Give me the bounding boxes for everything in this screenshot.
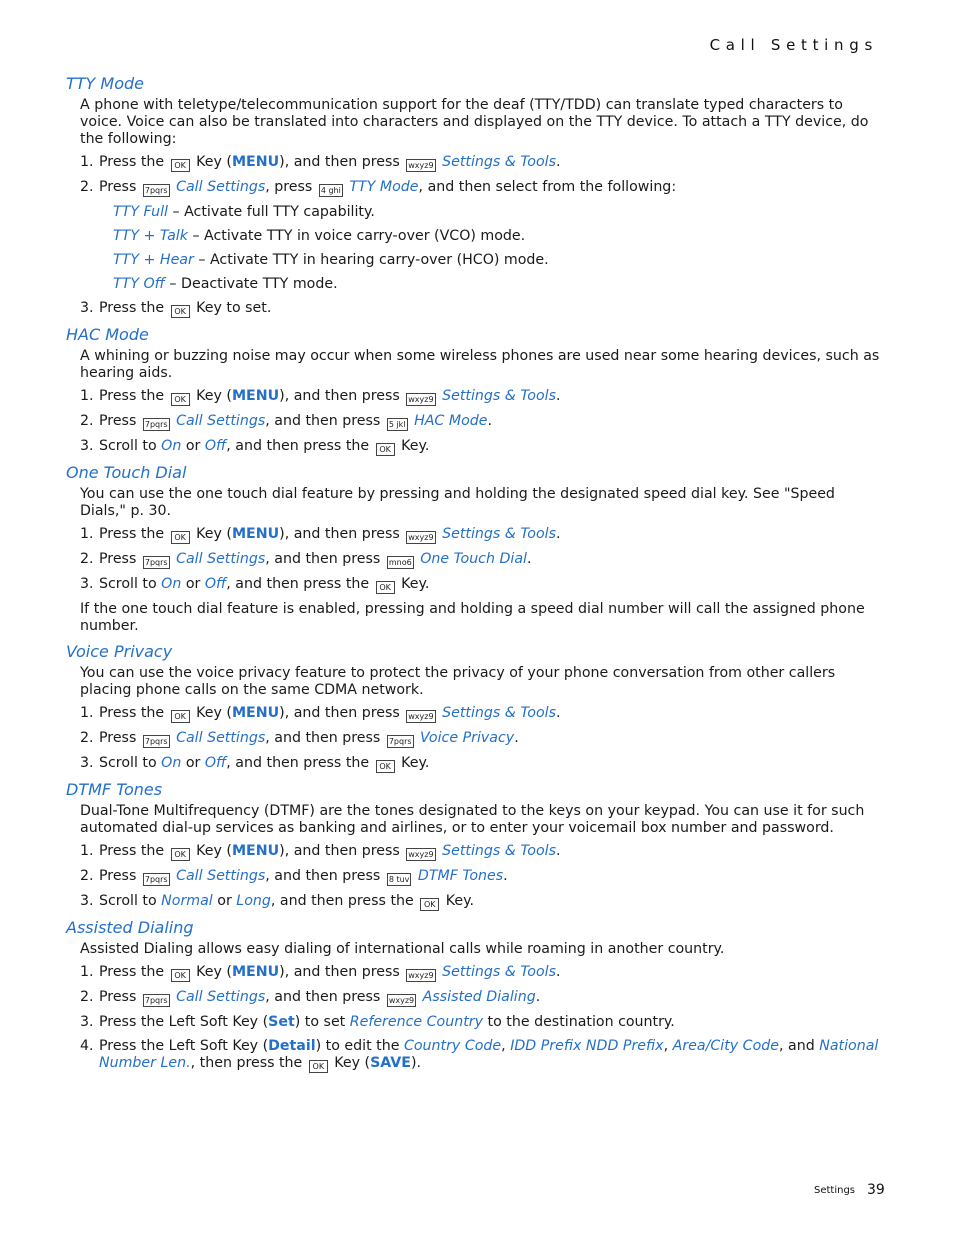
section-dtmf-tones — [66, 780, 882, 911]
text-run: Key ( — [191, 526, 232, 542]
text-run: – Activate full TTY capability. — [167, 204, 375, 220]
text-run: Scroll to — [99, 438, 162, 454]
text-run: , — [501, 1038, 511, 1054]
key-ok-icon: OK — [171, 305, 190, 318]
step-number: 1. — [80, 705, 94, 721]
step-item — [80, 526, 882, 544]
section-intro: You can use the voice privacy feature to protect the privacy of your phone conversation from other callers placing phone calls on the same CDMA network. — [80, 665, 836, 698]
step-text — [99, 964, 882, 982]
section-intro: A phone with teletype/telecommunication support for the deaf (TTY/TDD) can translate typed characters to voice. Voice can also be translated into characters and displayed on the TTY device. To attach a TTY device, do the following: — [80, 97, 869, 147]
section-hac-mode — [66, 325, 882, 456]
menu-option-settings-tools: Settings & Tools — [442, 526, 556, 542]
option-item — [113, 204, 882, 221]
menu-option-tty-mode: TTY Mode — [349, 179, 419, 195]
step-number: 2. — [80, 989, 94, 1005]
text-run: Press the — [99, 843, 169, 859]
text-run: Press the Left Soft Key ( — [99, 1014, 269, 1030]
step-number: 1. — [80, 388, 94, 404]
step-number: 2. — [80, 551, 94, 567]
text-run: – Activate TTY in hearing carry-over (HCO) mode. — [193, 252, 549, 268]
option-item — [113, 228, 882, 245]
step-text — [99, 730, 882, 748]
text-run: , and then press — [265, 551, 385, 567]
step-text — [99, 413, 882, 431]
menu-option-tty-off: TTY Off — [113, 276, 165, 292]
step-text — [99, 154, 882, 172]
text-run: Key to set. — [191, 300, 272, 316]
text-run: or — [181, 755, 205, 771]
section-one-touch-dial — [66, 463, 882, 635]
section-heading: One Touch Dial — [66, 463, 187, 482]
text-run: , and then press — [265, 413, 385, 429]
step-number: 3. — [80, 893, 94, 909]
step-text — [99, 388, 882, 406]
menu-option-voice-privacy: Voice Privacy — [420, 730, 515, 746]
key-7pqrs-icon: 7pqrs — [388, 737, 412, 746]
step-number: 3. — [80, 755, 94, 771]
text-run: Key ( — [191, 705, 232, 721]
softkey-label-menu: MENU — [231, 388, 280, 404]
menu-option-off: Off — [204, 755, 227, 771]
text-run: ), and then press — [279, 154, 405, 170]
step-item — [80, 388, 882, 406]
text-run: . — [527, 551, 532, 567]
key-7pqrs-icon: 7pqrs — [144, 875, 168, 884]
menu-option-settings-tools: Settings & Tools — [442, 964, 556, 980]
step-number: 1. — [80, 964, 94, 980]
text-run: . — [555, 526, 561, 542]
softkey-label-menu: MENU — [231, 526, 280, 542]
menu-option-tty-full: TTY Full — [113, 204, 168, 220]
menu-option-off: Off — [204, 576, 227, 592]
text-run: ) to edit the — [315, 1038, 404, 1054]
menu-option-call-settings: Call Settings — [176, 730, 266, 746]
text-run: ), and then press — [279, 388, 405, 404]
softkey-label-menu: MENU — [231, 705, 280, 721]
menu-option-reference-country: Reference Country — [349, 1014, 484, 1030]
step-text — [99, 843, 882, 861]
menu-option-call-settings: Call Settings — [176, 551, 266, 567]
step-number: 3. — [80, 300, 94, 316]
section-intro: A whining or buzzing noise may occur when some wireless phones are used near some hearing devices, such as hearing aids. — [80, 348, 880, 381]
option-item — [113, 252, 882, 269]
menu-option-area-city-code: Area/City Code — [672, 1038, 779, 1054]
text-run: ) to set — [294, 1014, 350, 1030]
key-mno6-icon: mno6 — [388, 558, 412, 567]
step-text — [99, 551, 882, 569]
key-7pqrs-icon: 7pqrs — [144, 186, 168, 195]
menu-option-one-touch-dial: One Touch Dial — [420, 551, 527, 567]
key-wxyz9-icon: wxyz9 — [408, 850, 434, 859]
softkey-label-menu: MENU — [231, 964, 280, 980]
step-list — [80, 843, 882, 911]
text-run: . — [503, 868, 508, 884]
key-wxyz9-icon: wxyz9 — [408, 533, 434, 542]
step-number: 3. — [80, 576, 94, 592]
key-ok-icon: OK — [309, 1060, 328, 1073]
text-run: . — [487, 413, 493, 429]
menu-option-country-code: Country Code — [403, 1038, 502, 1054]
key-ok-icon: OK — [171, 531, 190, 544]
text-run: , and — [779, 1038, 820, 1054]
text-run: Scroll to — [99, 893, 162, 909]
text-run: Key. — [396, 755, 430, 771]
section-voice-privacy — [66, 642, 882, 773]
step-item — [80, 179, 882, 197]
step-item — [80, 893, 882, 911]
step-number: 1. — [80, 526, 94, 542]
key-8-tuv-icon: 8 tuv — [388, 875, 410, 884]
text-run: Key ( — [191, 154, 232, 170]
text-run: , then press the — [190, 1055, 307, 1071]
menu-option-long: Long — [236, 893, 271, 909]
step-number: 4. — [80, 1038, 94, 1054]
softkey-label-save: SAVE — [370, 1055, 411, 1071]
step-text — [99, 989, 882, 1007]
key-7pqrs-icon: 7pqrs — [144, 420, 168, 429]
text-run: ), and then press — [279, 705, 405, 721]
step-item — [80, 438, 882, 456]
step-list — [80, 964, 882, 1073]
menu-option-assisted-dialing: Assisted Dialing — [422, 989, 536, 1005]
page-number: 39 — [867, 1182, 885, 1198]
step-number: 2. — [80, 413, 94, 429]
menu-option-call-settings: Call Settings — [176, 989, 266, 1005]
menu-option-national-number-len: National Number Len. — [99, 1038, 879, 1071]
step-item — [80, 868, 882, 886]
step-item — [80, 576, 882, 594]
text-run: to the destination country. — [483, 1014, 675, 1030]
text-run: , and then press — [265, 868, 385, 884]
section-heading: TTY Mode — [66, 74, 144, 93]
menu-option-call-settings: Call Settings — [176, 868, 266, 884]
menu-option-settings-tools: Settings & Tools — [442, 388, 556, 404]
text-run: Key ( — [191, 964, 232, 980]
step-text — [99, 300, 882, 318]
section-note: If the one touch dial feature is enabled, pressing and holding a speed dial number will call the assigned phone number. — [80, 601, 865, 634]
key-wxyz9-icon: wxyz9 — [408, 712, 434, 721]
key-wxyz9-icon: wxyz9 — [408, 161, 434, 170]
step-item — [80, 755, 882, 773]
step-number: 3. — [80, 1014, 94, 1030]
text-run: Press — [99, 413, 141, 429]
text-run: Press the Left Soft Key ( — [99, 1038, 269, 1054]
section-heading: HAC Mode — [66, 325, 149, 344]
key-ok-icon: OK — [171, 969, 190, 982]
step-item — [80, 551, 882, 569]
key-ok-icon: OK — [171, 393, 190, 406]
text-run: Scroll to — [99, 576, 162, 592]
text-run: Press — [99, 989, 141, 1005]
text-run: , — [663, 1038, 673, 1054]
footer-label: Settings — [814, 1185, 856, 1196]
section-heading: Assisted Dialing — [66, 918, 194, 937]
menu-option-on: On — [161, 755, 182, 771]
step-number: 2. — [80, 868, 94, 884]
step-number: 1. — [80, 843, 94, 859]
key-7pqrs-icon: 7pqrs — [144, 558, 168, 567]
text-run: ). — [410, 1055, 422, 1071]
step-text — [99, 526, 882, 544]
step-item — [80, 413, 882, 431]
menu-option-idd-prefix-ndd-prefix: IDD Prefix NDD Prefix — [510, 1038, 664, 1054]
section-heading: DTMF Tones — [66, 780, 163, 799]
key-ok-icon: OK — [171, 848, 190, 861]
text-run: Key ( — [191, 843, 232, 859]
text-run: Press — [99, 730, 141, 746]
step-number: 2. — [80, 179, 94, 195]
key-wxyz9-icon: wxyz9 — [408, 971, 434, 980]
text-run: ), and then press — [279, 526, 405, 542]
step-item — [80, 1014, 882, 1031]
option-list — [113, 204, 882, 293]
text-run: , and then press — [265, 730, 385, 746]
text-run: ), and then press — [279, 843, 405, 859]
text-run: . — [555, 388, 561, 404]
step-text — [99, 1014, 882, 1031]
section-intro: You can use the one touch dial feature by pressing and holding the designated speed dial key. See "Speed Dials," p. 30. — [80, 486, 835, 519]
key-wxyz9-icon: wxyz9 — [408, 395, 434, 404]
text-run: Press the — [99, 300, 169, 316]
step-text — [99, 705, 882, 723]
menu-option-on: On — [161, 438, 182, 454]
key-ok-icon: OK — [420, 898, 439, 911]
menu-option-tty-hear: TTY + Hear — [113, 252, 194, 268]
text-run: Key. — [441, 893, 474, 909]
section-intro: Assisted Dialing allows easy dialing of international calls while roaming in another country. — [80, 941, 725, 957]
menu-option-settings-tools: Settings & Tools — [442, 705, 556, 721]
section-tty-mode — [66, 74, 882, 318]
step-list — [80, 526, 882, 594]
step-item — [80, 154, 882, 172]
key-5-jkl-icon: 5 jkl — [388, 420, 406, 429]
text-run: Press — [99, 868, 141, 884]
text-run: Press the — [99, 526, 169, 542]
key-ok-icon: OK — [171, 159, 190, 172]
key-7pqrs-icon: 7pqrs — [144, 996, 168, 1005]
text-run: Press the — [99, 705, 169, 721]
step-number: 3. — [80, 438, 94, 454]
text-run: Key ( — [329, 1055, 371, 1071]
step-list — [80, 705, 882, 773]
softkey-label-menu: MENU — [231, 154, 280, 170]
text-run: – Deactivate TTY mode. — [164, 276, 338, 292]
menu-option-normal: Normal — [161, 893, 213, 909]
text-run: Key ( — [191, 388, 232, 404]
softkey-label-menu: MENU — [231, 843, 280, 859]
text-run: – Activate TTY in voice carry-over (VCO) mode. — [187, 228, 526, 244]
menu-option-settings-tools: Settings & Tools — [442, 154, 556, 170]
step-text — [99, 438, 882, 456]
key-wxyz9-icon: wxyz9 — [388, 996, 415, 1005]
key-ok-icon: OK — [376, 760, 395, 773]
key-4-ghi-icon: 4 ghi — [320, 186, 341, 195]
step-text — [99, 1038, 882, 1073]
step-text — [99, 755, 882, 773]
text-run: , and then press the — [226, 438, 374, 454]
text-run: Press — [99, 179, 141, 195]
key-ok-icon: OK — [376, 443, 395, 456]
softkey-label-set: Set — [268, 1014, 295, 1030]
step-item — [80, 964, 882, 982]
text-run: . — [535, 989, 541, 1005]
section-heading: Voice Privacy — [66, 642, 173, 661]
menu-option-call-settings: Call Settings — [176, 179, 266, 195]
step-text — [99, 179, 882, 197]
step-list — [80, 154, 882, 318]
key-ok-icon: OK — [376, 581, 395, 594]
step-item — [80, 730, 882, 748]
page-content — [66, 74, 882, 1080]
menu-option-dtmf-tones: DTMF Tones — [417, 868, 504, 884]
section-assisted-dialing — [66, 918, 882, 1073]
menu-option-hac-mode: HAC Mode — [414, 413, 488, 429]
text-run: . — [514, 730, 519, 746]
text-run: . — [555, 705, 561, 721]
option-item — [113, 276, 882, 293]
menu-option-call-settings: Call Settings — [176, 413, 266, 429]
step-text — [99, 893, 882, 911]
text-run: or — [181, 576, 205, 592]
key-7pqrs-icon: 7pqrs — [144, 737, 168, 746]
text-run: . — [555, 154, 561, 170]
running-header: Call Settings — [709, 36, 878, 54]
step-item — [80, 989, 882, 1007]
page-footer — [814, 1182, 885, 1198]
text-run: ), and then press — [279, 964, 405, 980]
text-run: or — [181, 438, 205, 454]
step-number: 2. — [80, 730, 94, 746]
text-run: , and then press the — [226, 755, 374, 771]
text-run: Scroll to — [99, 755, 162, 771]
text-run: Key. — [396, 576, 430, 592]
text-run: Press the — [99, 388, 169, 404]
step-item — [80, 705, 882, 723]
menu-option-settings-tools: Settings & Tools — [442, 843, 556, 859]
text-run: , press — [265, 179, 317, 195]
step-text — [99, 868, 882, 886]
step-list — [80, 388, 882, 456]
text-run: Key. — [396, 438, 430, 454]
text-run: , and then press — [265, 989, 385, 1005]
text-run: , and then select from the following: — [418, 179, 677, 195]
step-item — [80, 843, 882, 861]
menu-option-on: On — [161, 576, 182, 592]
text-run: . — [555, 843, 561, 859]
step-item — [80, 1038, 882, 1073]
text-run: . — [555, 964, 561, 980]
text-run: , and then press the — [226, 576, 374, 592]
step-text — [99, 576, 882, 594]
menu-option-off: Off — [204, 438, 227, 454]
key-ok-icon: OK — [171, 710, 190, 723]
text-run: , and then press the — [270, 893, 419, 909]
text-run: or — [212, 893, 237, 909]
text-run: Press — [99, 551, 141, 567]
step-number: 1. — [80, 154, 94, 170]
menu-option-tty-talk: TTY + Talk — [113, 228, 188, 244]
step-item — [80, 300, 882, 318]
section-intro: Dual-Tone Multifrequency (DTMF) are the tones designated to the keys on your keypad. You can use it for such automated dial-up services as banking and airlines, or to enter your voicemail box number and password. — [80, 803, 865, 836]
softkey-label-detail: Detail — [268, 1038, 316, 1054]
text-run: Press the — [99, 964, 169, 980]
text-run: Press the — [99, 154, 169, 170]
